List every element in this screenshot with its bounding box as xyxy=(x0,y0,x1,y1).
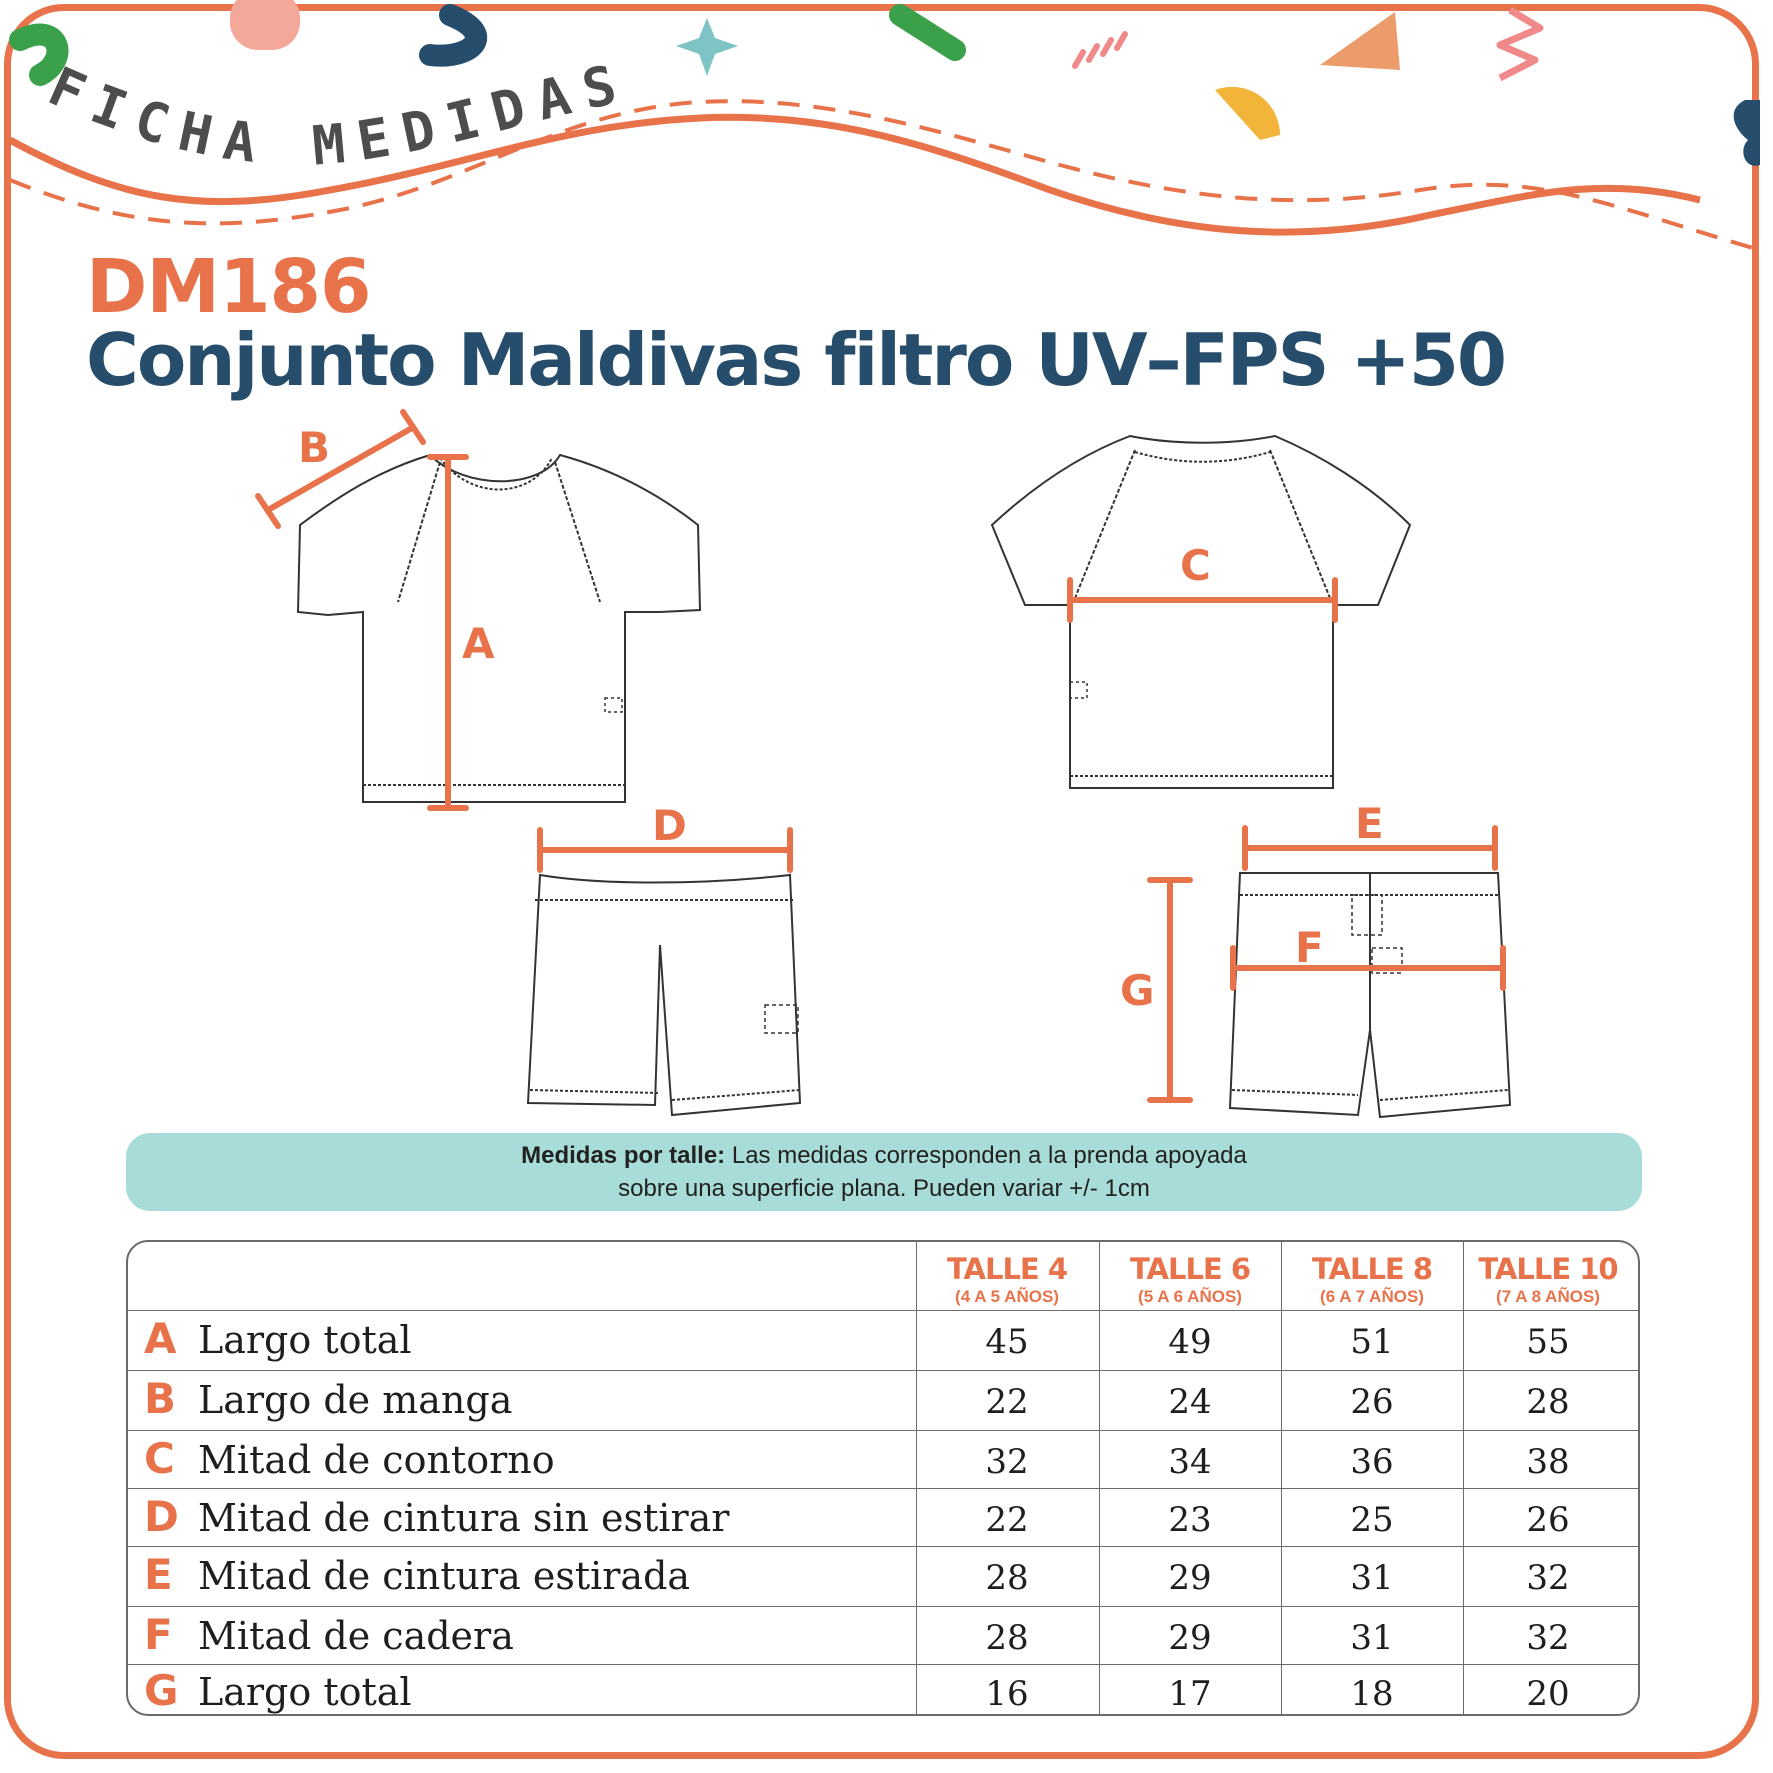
label-e: E xyxy=(1355,799,1384,848)
table-cell: 18 xyxy=(1350,1674,1394,1714)
row-label: Largo total xyxy=(198,1670,412,1714)
row-letter: A xyxy=(144,1314,177,1363)
row-letter: F xyxy=(144,1610,173,1659)
table-cell: 25 xyxy=(1350,1500,1394,1540)
table-cell: 26 xyxy=(1526,1500,1570,1540)
row-letter: E xyxy=(144,1550,173,1599)
tshirt-front-drawing xyxy=(298,455,700,802)
table-cell: 31 xyxy=(1350,1558,1394,1598)
note-line1: Las medidas corresponden a la prenda apoyada xyxy=(725,1142,1247,1169)
row-letter: B xyxy=(144,1374,177,1423)
label-a: A xyxy=(462,619,495,668)
size-header-4: TALLE 4 (4 A 5 AÑOS) xyxy=(946,1252,1068,1306)
table-cell: 22 xyxy=(985,1500,1029,1540)
row-letter: C xyxy=(144,1434,175,1483)
table-cell: 16 xyxy=(985,1674,1029,1714)
table-cell: 51 xyxy=(1350,1322,1394,1362)
table-cell: 29 xyxy=(1168,1618,1212,1658)
table-cell: 36 xyxy=(1350,1442,1394,1482)
row-label: Largo de manga xyxy=(198,1378,513,1422)
label-g: G xyxy=(1120,966,1155,1015)
table-cell: 20 xyxy=(1526,1674,1570,1714)
row-label: Mitad de cadera xyxy=(198,1614,514,1658)
table-cell: 24 xyxy=(1168,1382,1212,1422)
row-letter: D xyxy=(144,1492,179,1541)
label-f: F xyxy=(1295,923,1324,972)
label-b: B xyxy=(298,423,331,472)
table-cell: 31 xyxy=(1350,1618,1394,1658)
table-cell: 32 xyxy=(1526,1618,1570,1658)
row-letter: G xyxy=(144,1666,179,1715)
size-header-6: TALLE 6 (5 A 6 AÑOS) xyxy=(1129,1252,1251,1306)
table-cell: 28 xyxy=(985,1618,1029,1658)
table-cell: 32 xyxy=(1526,1558,1570,1598)
label-c: C xyxy=(1180,541,1211,590)
size-header-8: TALLE 8 (6 A 7 AÑOS) xyxy=(1311,1252,1433,1306)
note-bold: Medidas por talle: xyxy=(521,1142,726,1169)
table-cell: 29 xyxy=(1168,1558,1212,1598)
size-header-10: TALLE 10 (7 A 8 AÑOS) xyxy=(1478,1252,1618,1306)
table-cell: 22 xyxy=(985,1382,1029,1422)
measurement-note xyxy=(126,1133,1642,1211)
table-cell: 28 xyxy=(985,1558,1029,1598)
row-label: Mitad de cintura estirada xyxy=(198,1554,691,1598)
row-label: Mitad de cintura sin estirar xyxy=(198,1496,730,1540)
shorts-front-drawing xyxy=(528,875,800,1115)
table-cell: 45 xyxy=(985,1322,1029,1362)
table-cell: 55 xyxy=(1526,1322,1570,1362)
tshirt-back-drawing xyxy=(992,436,1410,788)
table-cell: 49 xyxy=(1168,1322,1212,1362)
label-d: D xyxy=(652,801,687,850)
row-label: Largo total xyxy=(198,1318,412,1362)
table-cell: 28 xyxy=(1526,1382,1570,1422)
product-title: Conjunto Maldivas filtro UV–FPS +50 xyxy=(86,318,1506,402)
product-code: DM186 xyxy=(86,244,371,330)
table-cell: 34 xyxy=(1168,1442,1212,1482)
table-cell: 17 xyxy=(1168,1674,1212,1714)
table-cell: 38 xyxy=(1526,1442,1570,1482)
row-label: Mitad de contorno xyxy=(198,1438,555,1482)
table-cell: 26 xyxy=(1350,1382,1394,1422)
table-cell: 23 xyxy=(1168,1500,1212,1540)
table-cell: 32 xyxy=(985,1442,1029,1482)
note-line2: sobre una superficie plana. Pueden variar +/- 1cm xyxy=(618,1175,1150,1202)
banner-text: FICHA MEDIDAS xyxy=(39,50,636,178)
